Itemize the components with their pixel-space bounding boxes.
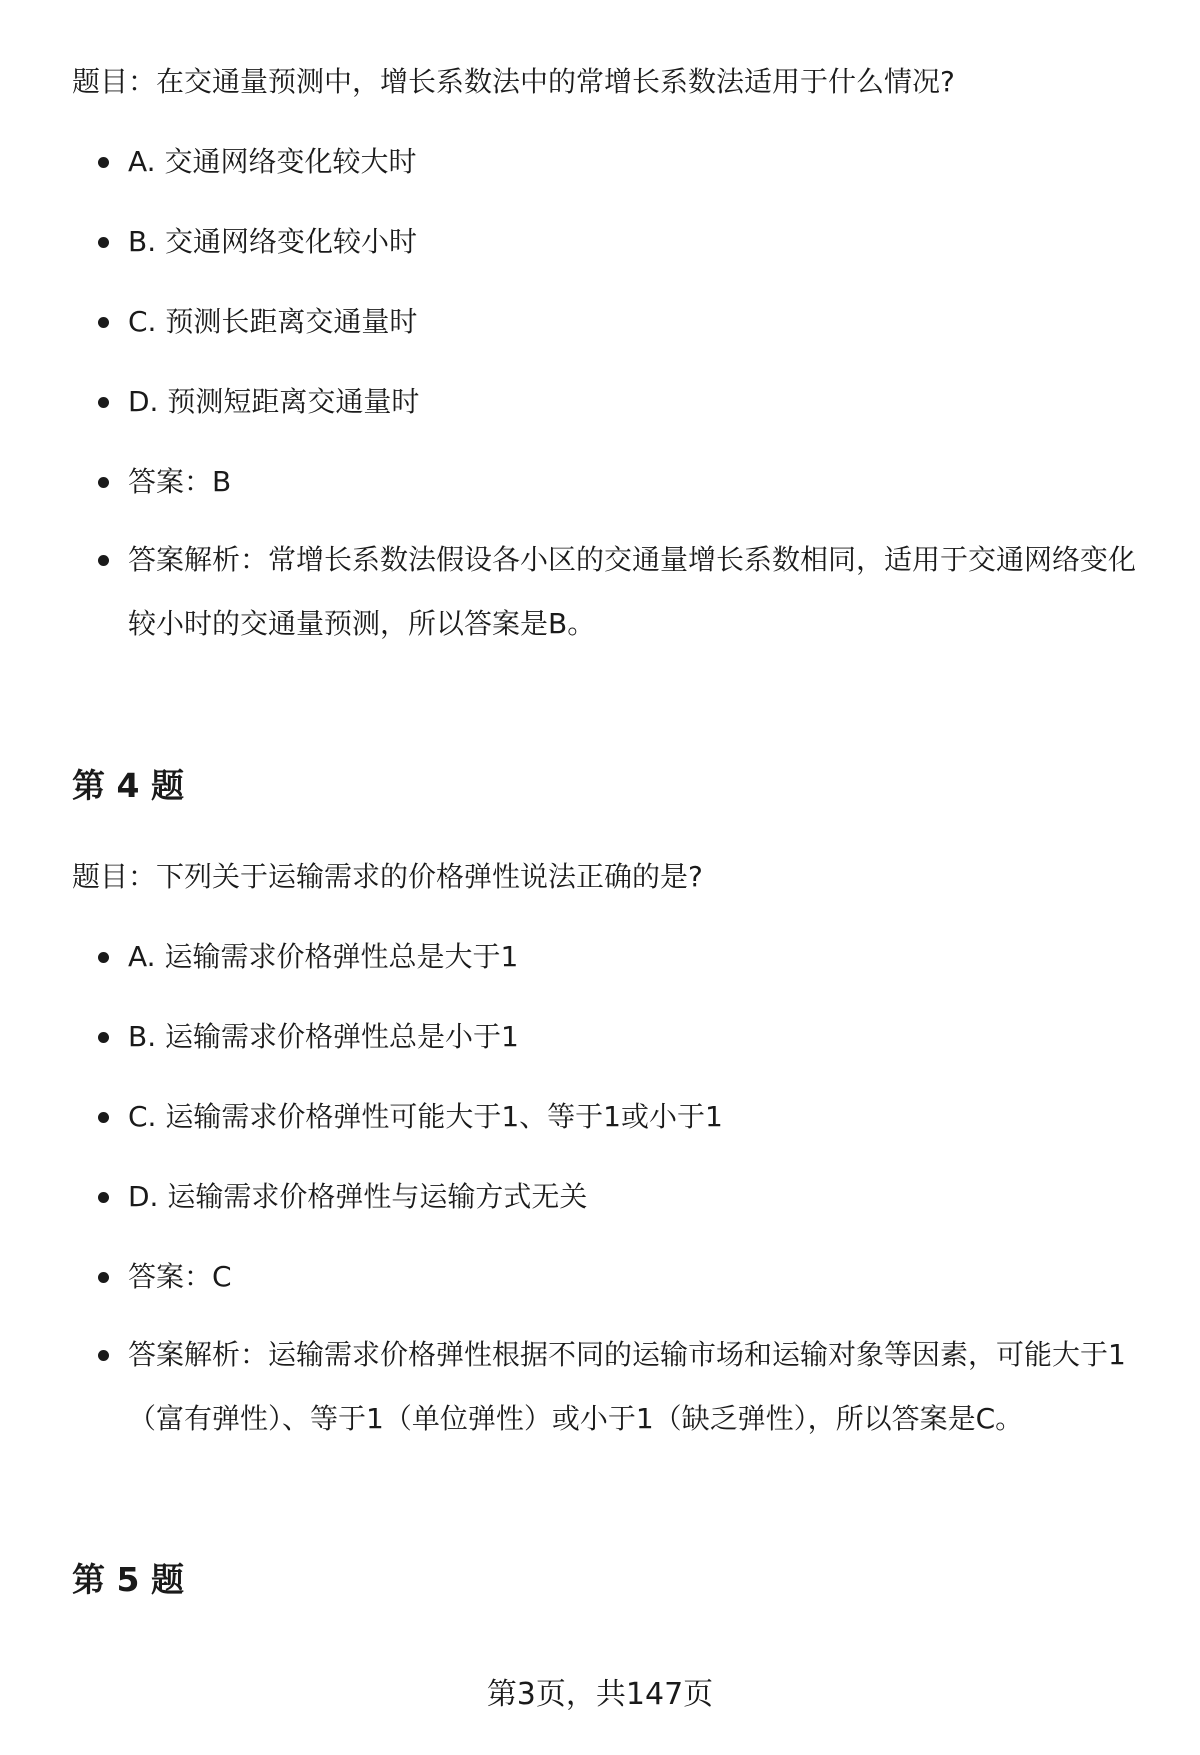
bullet-icon [98, 1192, 109, 1203]
option-b [98, 1017, 1143, 1057]
option-text: B. 运输需求价格弹性总是小于1 [128, 1020, 519, 1053]
explanation-text: 答案解析：常增长系数法假设各小区的交通量增长系数相同，适用于交通网络变化较小时的交通量预测，所以答案是B。 [128, 543, 1137, 640]
option-c [98, 1097, 1143, 1137]
answer-text: 答案：B [128, 465, 232, 498]
option-a [98, 142, 1143, 182]
bullet-icon [98, 1272, 109, 1283]
bullet-icon [98, 555, 109, 566]
question-heading: 第 5 题 [72, 1560, 184, 1599]
answer-text: 答案：C [128, 1260, 232, 1293]
option-d [98, 382, 1143, 422]
question-stem: 题目：在交通量预测中，增长系数法中的常增长系数法适用于什么情况? [72, 65, 955, 98]
option-a [98, 937, 1143, 977]
option-text: B. 交通网络变化较小时 [128, 225, 418, 258]
option-b [98, 222, 1143, 262]
option-text: C. 预测长距离交通量时 [128, 305, 418, 338]
option-text: C. 运输需求价格弹性可能大于1、等于1或小于1 [128, 1100, 723, 1133]
bullet-icon [98, 157, 109, 168]
bullet-icon [98, 1032, 109, 1043]
option-text: A. 交通网络变化较大时 [128, 145, 417, 178]
bullet-icon [98, 1112, 109, 1123]
answer [98, 1257, 1143, 1297]
bullet-icon [98, 1350, 109, 1361]
answer-explanation [98, 1323, 1143, 1451]
bullet-icon [98, 477, 109, 488]
option-d [98, 1177, 1143, 1217]
bullet-icon [98, 317, 109, 328]
option-c [98, 302, 1143, 342]
option-text: A. 运输需求价格弹性总是大于1 [128, 940, 519, 973]
option-text: D. 运输需求价格弹性与运输方式无关 [128, 1180, 588, 1213]
bullet-icon [98, 952, 109, 963]
answer-explanation [98, 528, 1143, 656]
explanation-text: 答案解析：运输需求价格弹性根据不同的运输市场和运输对象等因素，可能大于1（富有弹性）、等于1（单位弹性）或小于1（缺乏弹性），所以答案是C。 [128, 1338, 1126, 1435]
option-text: D. 预测短距离交通量时 [128, 385, 420, 418]
answer [98, 462, 1143, 502]
question-stem: 题目：下列关于运输需求的价格弹性说法正确的是? [72, 860, 703, 893]
question-heading: 第 4 题 [72, 766, 184, 805]
bullet-icon [98, 397, 109, 408]
bullet-icon [98, 237, 109, 248]
page-number: 第3页，共147页 [486, 1677, 714, 1712]
